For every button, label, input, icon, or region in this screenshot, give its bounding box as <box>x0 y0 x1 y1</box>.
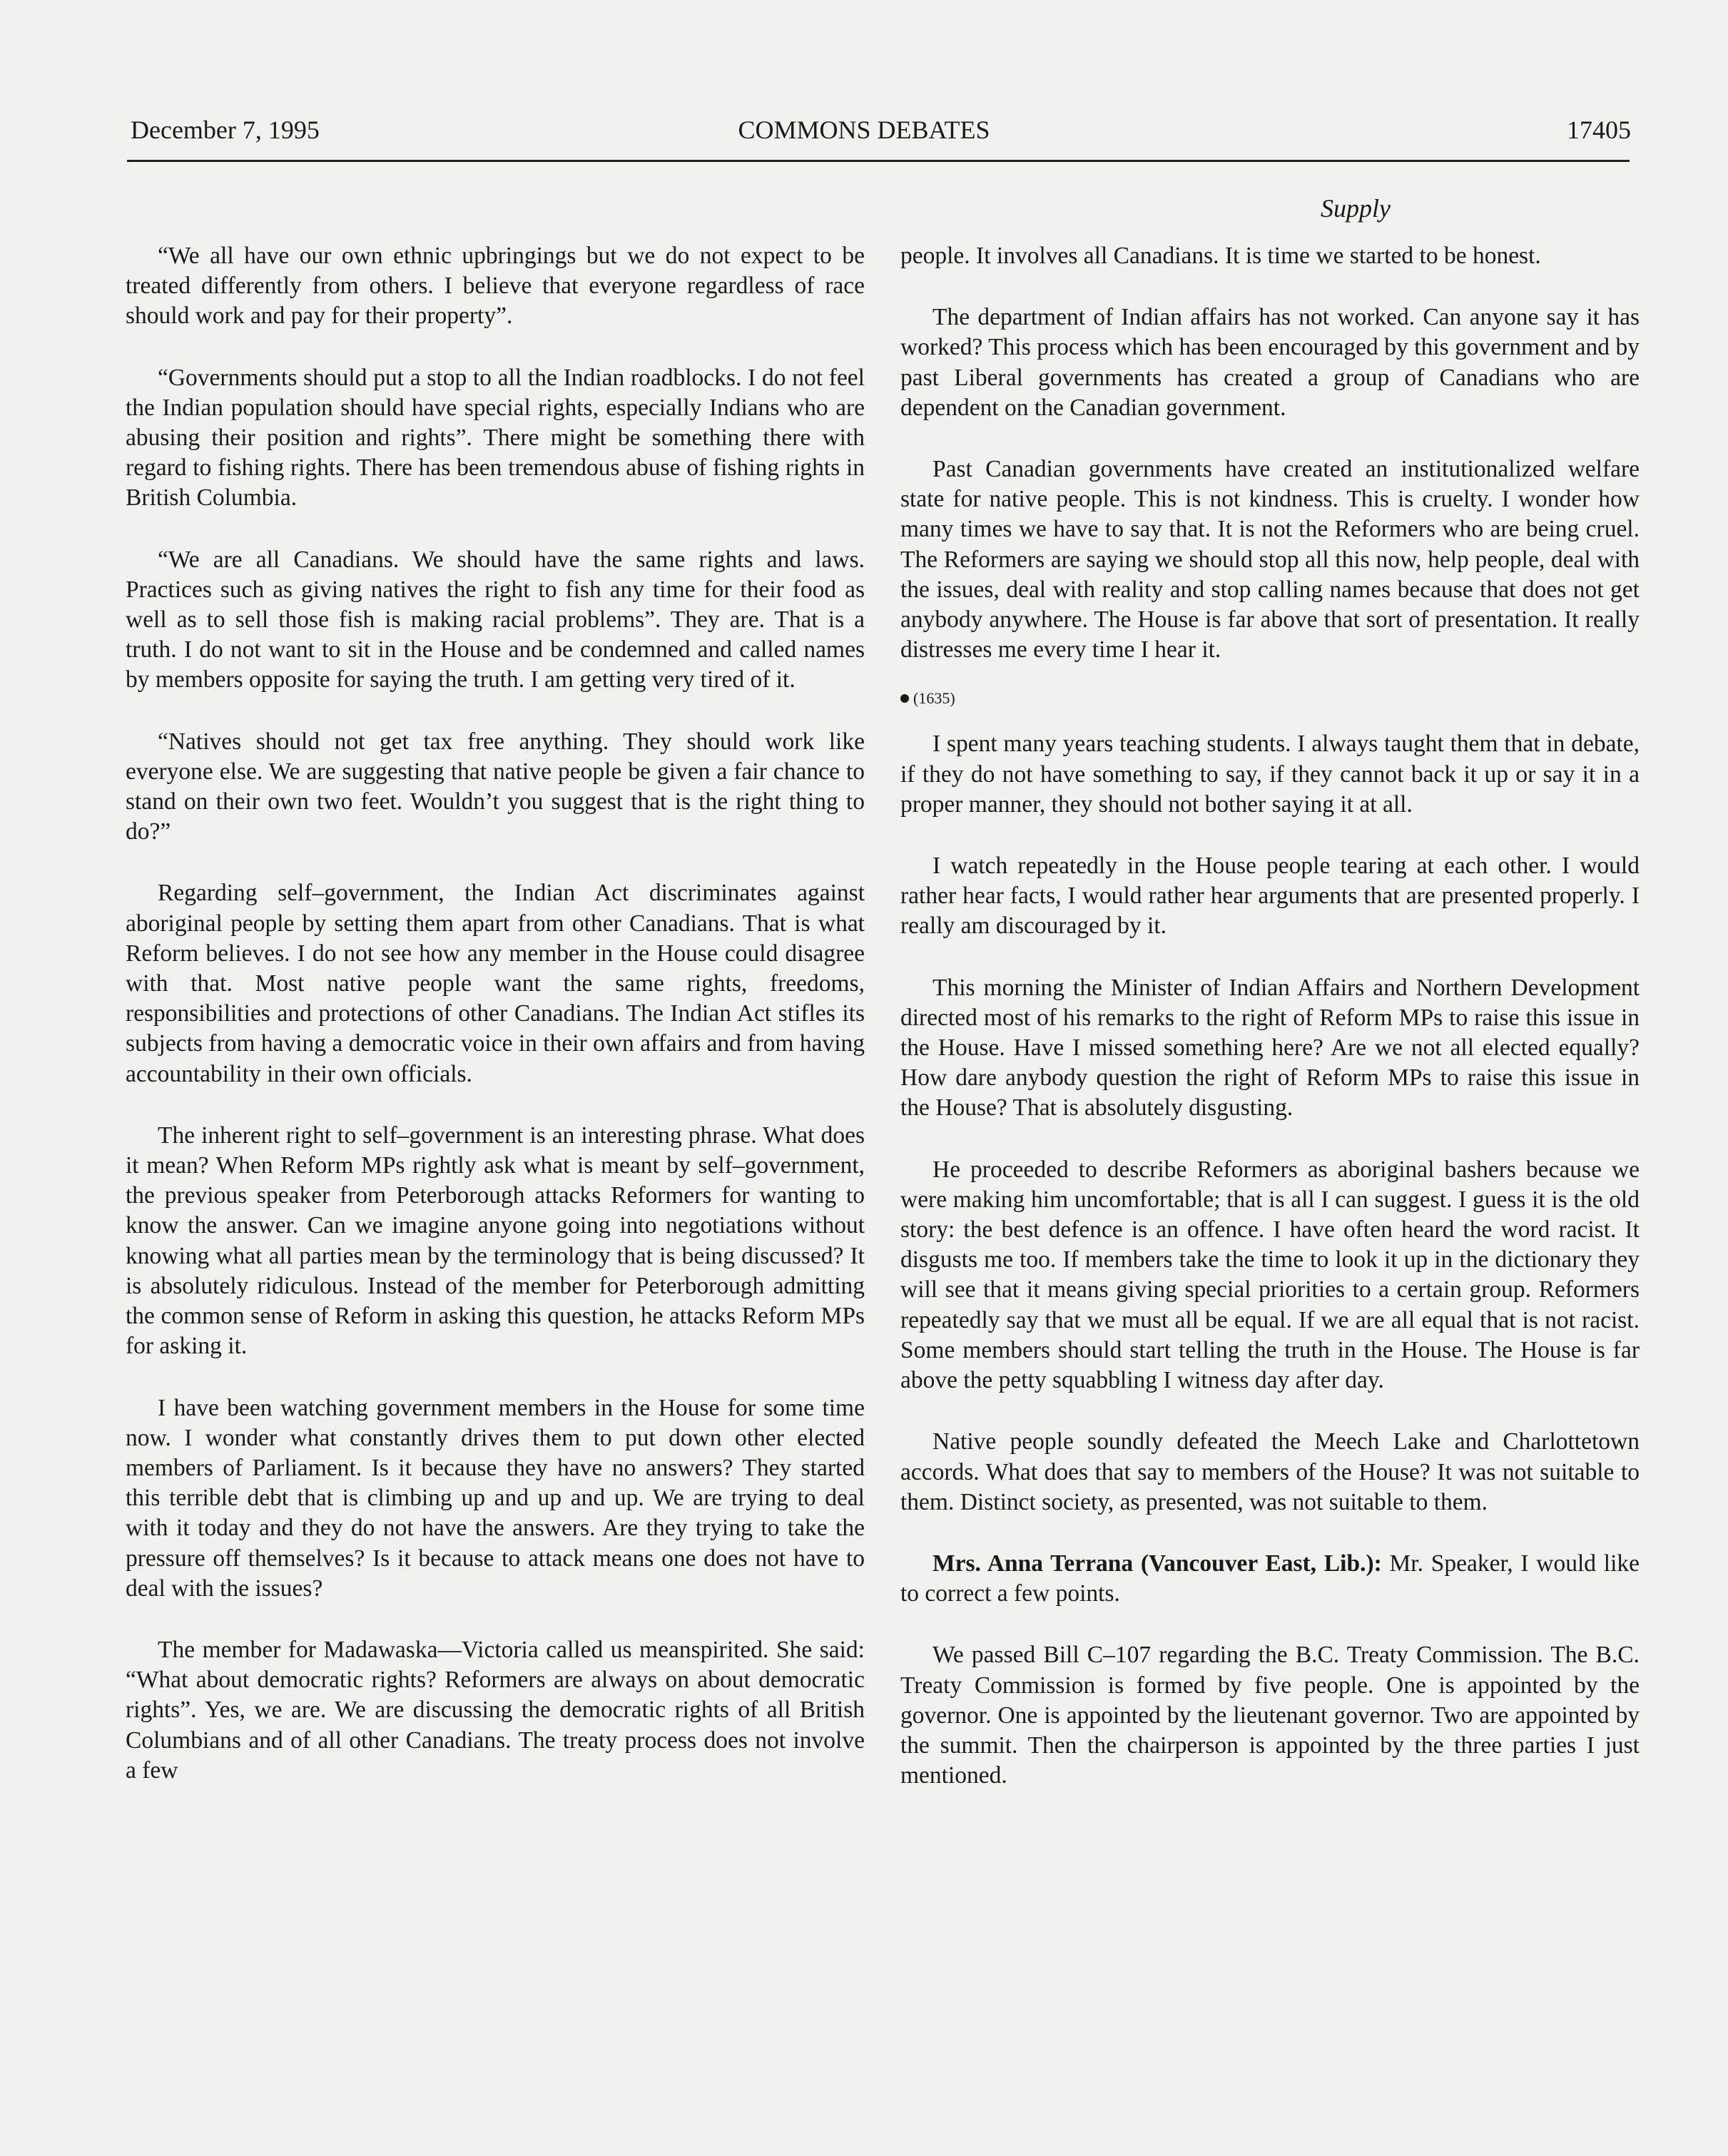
speaker-remark: Mr. Speaker, I would like to correct a few points. <box>900 1550 1640 1607</box>
paragraph: I spent many years teaching students. I always taught them that in debate, if they do not have something to say, if they cannot back it up or say it in a proper manner, they should not bother saying it at all. <box>900 731 1640 818</box>
bullet-icon <box>900 694 909 703</box>
speaker-name: Mrs. Anna Terrana (Vancouver East, Lib.): <box>932 1550 1382 1577</box>
paragraph: Past Canadian governments have created an institutionalized welfare state for native people. This is not kindness. This is cruelty. I wonder how many times we have to say that. It is not the Reformers who are being cruel. The Reformers are saying we should stop all this now, help people, deal with the issues, deal with reality and stop calling names because that does not get anybody anywhere. The House is far above that sort of presentation. It really distresses me every time I hear it. <box>900 456 1640 663</box>
paragraph: The department of Indian affairs has not worked. Can anyone say it has worked? This process which has been encouraged by this government and by past Liberal governments has created a group of Canadians who are dependent on the Canadian government. <box>900 304 1640 421</box>
continuation-paragraph: people. It involves all Canadians. It is time we started to be honest. <box>900 243 1541 269</box>
paragraph: “We are all Canadians. We should have the same rights and laws. Practices such as giving natives the right to fish any time for their food as well as to sell those fish is making racial problems”. They are. That is a truth. I do not want to sit in the House and be condemned and called names by members opposite for saying the truth. I am getting very tired of it. <box>126 546 865 693</box>
paragraph: He proceeded to describe Reformers as aboriginal bashers because we were making him uncomfortable; that is all I can suggest. I guess it is the old story: the best defence is an offence. I have often heard the word racist. It disgusts me too. If members take the time to look it up in the dictionary they will see that it means giving special priorities to a certain group. Reformers repeatedly say that we must all be equal. If we are all equal that is not racist. Some members should start telling the truth in the House. The House is far above the petty squabbling I witness day after day. <box>900 1156 1640 1394</box>
paragraph: I watch repeatedly in the House people tearing at each other. I would rather hear facts, I would rather hear arguments that are presented properly. I really am discouraged by it. <box>900 853 1640 940</box>
paragraph: The inherent right to self–government is an interesting phrase. What does it mean? When Reform MPs rightly ask what is meant by self–government, the previous speaker from Peterborough attacks Reformers for wanting to know the answer. Can we imagine anyone going into negotiations without knowing what all parties mean by the terminology that is being discussed? It is absolutely ridiculous. Instead of the member for Peterborough admitting the common sense of Reform in asking this question, he attacks Reform MPs for asking it. <box>126 1122 865 1360</box>
speaker-paragraph <box>900 1549 1640 1609</box>
header-rule <box>127 160 1630 162</box>
paragraph: We passed Bill C–107 regarding the B.C. Treaty Commission. The B.C. Treaty Commission is formed by five people. One is appointed by the governor. One is appointed by the lieutenant governor. Two are appointed by the summit. Then the chairperson is appointed by the three parties I just mentioned. <box>900 1642 1640 1789</box>
paragraph: Regarding self–government, the Indian Act discriminates against aboriginal people by setting them apart from other Canadians. That is what Reform believes. I do not see how any member in the House could disagree with that. Most native people want the same rights, freedoms, responsibilities and protections of other Canadians. The Indian Act stifles its subjects from having a democratic voice in their own affairs and from having accountability in their own officials. <box>126 880 865 1087</box>
paragraph: “Governments should put a stop to all the Indian roadblocks. I do not feel the Indian population should have special rights, especially Indians who are abusing their position and rights”. There might be something there with regard to fishing rights. There has been tremendous abuse of fishing rights in British Columbia. <box>126 364 865 512</box>
paragraph: “We all have our own ethnic upbringings but we do not expect to be treated differently from others. I believe that everyone regardless of race should work and pay for their property”. <box>126 243 865 330</box>
header-date: December 7, 1995 <box>131 116 320 144</box>
right-column <box>900 241 1640 1822</box>
paragraph: The member for Madawaska—Victoria called us meanspirited. She said: “What about democratic rights? Reformers are always on about democratic rights”. Yes, we are. We are discussing the democratic rights of all British Columbians and of all other Canadians. The treaty process does not involve a few <box>126 1636 865 1784</box>
time-marker <box>900 688 1640 709</box>
paragraph: I have been watching government members in the House for some time now. I wonder what constantly drives them to put down other elected members of Parliament. Is it because they have no answers? They started this terrible debt that is climbing up and up and up. We are trying to deal with it today and they do not have the answers. Are they trying to take the pressure off themselves? Is it because to attack means one does not have to deal with the issues? <box>126 1394 865 1602</box>
paragraph: Native people soundly defeated the Meech Lake and Charlottetown accords. What does that say to members of the House? It was not suitable to them. Distinct society, as presented, was not suitable to them. <box>900 1428 1640 1515</box>
header-page-number: 17405 <box>1567 116 1631 144</box>
paragraph: This morning the Minister of Indian Affairs and Northern Development directed most of his remarks to the right of Reform MPs to raise this issue in the House. Have I missed something here? Are we not all elected equally? How dare anybody question the right of Reform MPs to raise this issue in the House? That is absolutely disgusting. <box>900 974 1640 1122</box>
paragraph: “Natives should not get tax free anything. They should work like everyone else. We are suggesting that native people be given a fair chance to stand on their own two feet. Wouldn’t you suggest that is the right thing to do?” <box>126 728 865 845</box>
time-marker-label: (1635) <box>913 689 955 708</box>
left-column <box>126 241 865 1817</box>
header-title: COMMONS DEBATES <box>738 116 990 144</box>
section-label: Supply <box>1321 194 1391 223</box>
